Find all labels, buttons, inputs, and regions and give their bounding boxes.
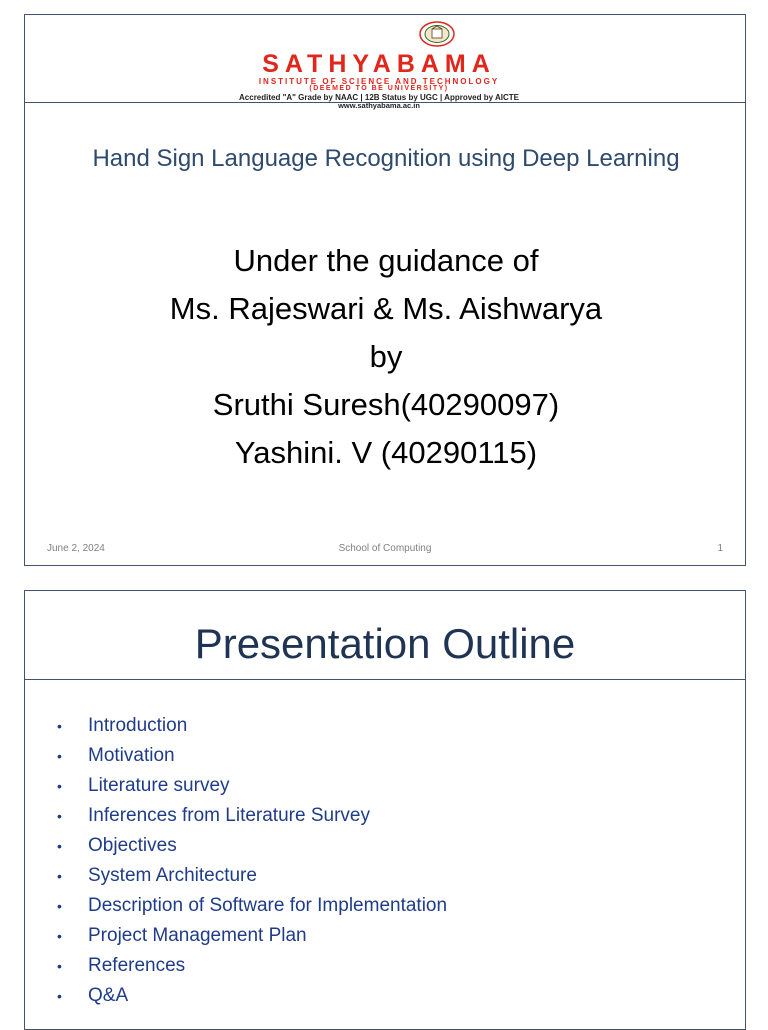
bullet-icon: • — [57, 748, 62, 764]
guidance-line: Under the guidance of — [233, 243, 539, 278]
by-line: by — [369, 339, 403, 374]
list-item — [57, 861, 447, 891]
list-item — [57, 801, 447, 831]
slide-header — [25, 591, 745, 680]
slide-title: Presentation Outline — [194, 620, 576, 667]
bullet-icon: • — [57, 928, 62, 944]
list-item — [57, 921, 447, 951]
list-item — [57, 711, 447, 741]
guides-line: Ms. Rajeswari & Ms. Aishwarya — [169, 291, 603, 326]
logo-name: SATHYABAMA — [262, 50, 496, 78]
logo-subtitle: INSTITUTE OF SCIENCE AND TECHNOLOGY — [258, 77, 500, 86]
bullet-icon: • — [57, 898, 62, 914]
footer-page-number: 1 — [717, 543, 723, 554]
list-item-label: Q&A — [88, 985, 129, 1006]
list-item-label: Inferences from Literature Survey — [88, 805, 370, 826]
bullet-icon: • — [57, 958, 62, 974]
bullet-icon: • — [57, 868, 62, 884]
bullet-icon: • — [57, 778, 62, 794]
bullet-icon: • — [57, 718, 62, 734]
outline-slide — [24, 590, 746, 1030]
bullet-icon: • — [57, 988, 62, 1004]
list-item — [57, 981, 447, 1011]
list-item-label: Objectives — [88, 835, 177, 856]
title-slide — [24, 14, 746, 566]
list-item-label: Motivation — [88, 745, 175, 766]
author-line: Sruthi Suresh(40290097) — [212, 387, 560, 422]
list-item — [57, 831, 447, 861]
list-item — [57, 771, 447, 801]
slide-header — [25, 15, 745, 110]
footer-center: School of Computing — [338, 543, 432, 554]
list-item — [57, 741, 447, 771]
list-item-label: References — [88, 955, 186, 976]
logo-deemed: (DEEMED TO BE UNIVERSITY) — [309, 85, 449, 92]
bullet-icon: • — [57, 808, 62, 824]
university-logo — [101, 21, 657, 110]
author-line: Yashini. V (40290115) — [234, 435, 538, 470]
logo-website: www.sathyabama.ac.in — [338, 101, 420, 110]
list-item-label: Literature survey — [88, 775, 230, 796]
logo-accreditation: Accredited "A" Grade by NAAC | 12B Status by UGC | Approved by AICTE — [239, 93, 519, 102]
list-item-label: Project Management Plan — [88, 925, 307, 946]
bullet-icon: • — [57, 838, 62, 854]
list-item-label: Introduction — [88, 715, 188, 736]
slide-title: Hand Sign Language Recognition using Deep Learning — [92, 145, 680, 172]
list-item — [57, 891, 447, 921]
slide-body — [65, 237, 707, 477]
outline-list — [57, 711, 447, 1011]
university-seal-icon — [419, 21, 455, 47]
list-item — [57, 951, 447, 981]
list-item-label: Description of Software for Implementation — [88, 895, 448, 916]
footer-date: June 2, 2024 — [47, 543, 105, 554]
list-item-label: System Architecture — [88, 865, 257, 886]
